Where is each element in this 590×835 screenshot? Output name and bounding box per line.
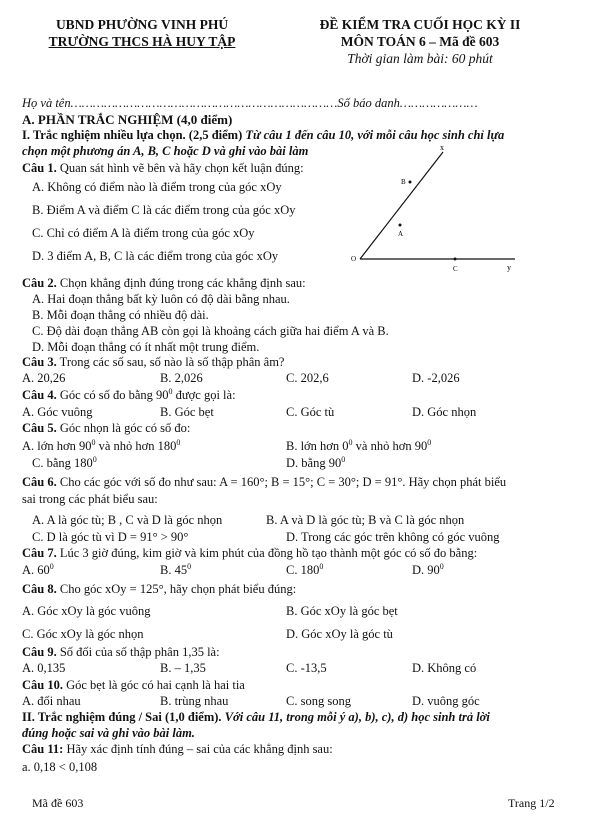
header-left (22, 16, 262, 50)
q6-stem (22, 475, 506, 490)
ray-ox (360, 152, 443, 259)
q8-text-post: , hãy chọn phát biểu đúng: (163, 582, 297, 596)
q5-text: Góc nhọn là góc có số đo: (59, 421, 191, 435)
q7-option-a (22, 562, 54, 578)
point-b (409, 181, 412, 184)
q4-text-post: được gọi là: (172, 388, 236, 403)
q4-text: Góc có số đo bằng 90 (59, 388, 169, 403)
q5-stem (22, 421, 190, 436)
q4-sup: 0 (168, 387, 173, 396)
q5-option-b (286, 438, 431, 454)
q9-text: Số đối của số thập phân 1,35 là: (59, 645, 220, 659)
q6-option-b: B. A và D là góc tù; B và C là góc nhọn (266, 513, 465, 527)
q8-option-b: B. Góc xOy là góc bẹt (286, 604, 398, 618)
q10-label: Câu 10. (22, 678, 63, 692)
q5-c-sup: 0 (92, 455, 97, 464)
q7-c: C. 180 (286, 563, 320, 578)
q8-option-d: D. Góc xOy là góc tù (286, 627, 393, 641)
q5-option-a (22, 438, 180, 454)
q2-option-c: C. Độ dài đoạn thẳng AB còn gọi là khoảng cách giữa hai điểm A và B. (32, 324, 389, 338)
q7-option-c (286, 562, 323, 578)
q4-option-c: C. Góc tù (286, 405, 335, 419)
q1-stem (22, 161, 304, 176)
q5-d-sup: 0 (341, 455, 346, 464)
q5-option-d (286, 455, 345, 471)
org-name: UBND PHƯỜNG VINH PHÚ (55, 17, 229, 32)
q1-option-d: D. 3 điểm A, B, C là các điểm trong của góc xOy (32, 249, 279, 263)
duration: Thời gian làm bài: 60 phút (347, 51, 493, 66)
q7-a-sup: 0 (49, 562, 54, 571)
q7-d-sup: 0 (439, 562, 444, 571)
q8-angle: xOy = 125° (105, 582, 164, 596)
q9-option-a: A. 0,135 (22, 661, 66, 675)
q8-option-c: C. Góc xOy là góc nhọn (22, 627, 144, 641)
q11-stem (22, 742, 333, 757)
point-a (399, 224, 402, 227)
q5-a-pre: A. lớn hơn 90 (22, 439, 92, 454)
label-x: x (440, 143, 444, 152)
q9-option-c: C. -13,5 (286, 661, 327, 675)
label-c: C (453, 265, 458, 273)
q3-label: Câu 3. (22, 355, 57, 369)
part2-instr-2: đúng hoặc sai và ghi vào bài làm. (22, 726, 195, 740)
q6-text-2: . Hãy chọn phát biểu (402, 475, 507, 489)
q6-text-3: sai trong các phát biểu sau: (22, 492, 158, 506)
q7-c-sup: 0 (319, 562, 324, 571)
q10-option-b: B. trùng nhau (160, 694, 229, 708)
q5-d-pre: D. bằng 90 (286, 456, 342, 471)
q7-option-d (412, 562, 444, 578)
q7-stem (22, 546, 477, 561)
section-a-title: A. PHẦN TRẮC NGHIỆM (4,0 điểm) (22, 112, 233, 127)
q4-label: Câu 4. (22, 388, 57, 403)
q6-option-d: D. Trong các góc trên không có góc vuông (286, 530, 500, 544)
header-right (270, 16, 570, 67)
q5-a-sup2: 0 (176, 438, 181, 447)
q2-option-a: A. Hai đoạn thẳng bất kỳ luôn có độ dài bằng nhau. (32, 292, 290, 306)
q3-stem (22, 355, 284, 370)
q2-option-b: B. Mỗi đoạn thẳng có nhiều độ dài. (32, 308, 209, 322)
q3-option-d: D. -2,026 (412, 371, 460, 385)
q7-text: Lúc 3 giờ đúng, kim giờ và kim phút của đồng hồ tạo thành một góc có số đo bằng: (59, 546, 478, 560)
q6-option-a: A. A là góc tù; B , C và D là góc nhọn (32, 513, 223, 527)
q2-stem (22, 276, 306, 291)
q11-text: Hãy xác định tính đúng – sai của các khẳng định sau: (66, 742, 333, 756)
angle-diagram (345, 140, 525, 280)
footer-code: Mã đề 603 (32, 796, 84, 810)
q8-text: Cho góc (59, 582, 102, 596)
q11-item-a: a. 0,18 < 0,108 (22, 760, 98, 774)
q4-option-b: B. Góc bẹt (160, 405, 214, 419)
q2-text: Chọn khẳng định đúng trong các khẳng định sau: (59, 276, 306, 290)
q3-option-b: B. 2,026 (160, 371, 203, 385)
q9-label: Câu 9. (22, 645, 57, 659)
q10-option-c: C. song song (286, 694, 351, 708)
q1-text: Quan sát hình vẽ bên và hãy chọn kết luận đúng: (59, 161, 304, 175)
part1-instr-2: chọn một phương án A, B, C hoặc D và ghi vào bài làm (22, 144, 309, 158)
q10-stem (22, 678, 245, 693)
q5-b-pre: B. lớn hơn 0 (286, 439, 349, 454)
subject: MÔN TOÁN 6 – Mã đề 603 (340, 34, 500, 49)
q3-option-a: A. 20,26 (22, 371, 66, 385)
q5-a-mid: và nhỏ hơn 180 (95, 439, 177, 454)
school-name: TRƯỜNG THCS HÀ HUY TẬP (48, 34, 236, 49)
label-o: O (351, 255, 357, 263)
part1-instr: Từ câu 1 đến câu 10, với mỗi câu học sinh chỉ lựa (245, 128, 505, 142)
q9-stem (22, 645, 220, 660)
q6-text: Cho các góc với số đo như sau: (59, 475, 217, 489)
student-line: Họ và tên………………………………………………………………Số báo danh………………… (22, 96, 478, 110)
q7-label: Câu 7. (22, 546, 57, 560)
q5-b-sup1: 0 (348, 438, 353, 447)
q4-option-a: A. Góc vuông (22, 405, 93, 419)
q1-option-b: B. Điểm A và điểm C là các điểm trong của góc xOy (32, 203, 296, 217)
q4-stem (22, 387, 236, 403)
q2-label: Câu 2. (22, 276, 57, 290)
q9-option-d: D. Không có (412, 661, 477, 675)
q5-b-sup2: 0 (427, 438, 432, 447)
q8-label: Câu 8. (22, 582, 57, 596)
point-c (454, 258, 457, 261)
q1-label: Câu 1. (22, 161, 57, 175)
footer-page: Trang 1/2 (508, 796, 555, 810)
q7-b-sup: 0 (187, 562, 192, 571)
q7-option-b (160, 562, 191, 578)
exam-title: ĐỀ KIỂM TRA CUỐI HỌC KỲ II (319, 17, 521, 32)
q11-label: Câu 11: (22, 742, 64, 756)
q5-label: Câu 5. (22, 421, 57, 435)
label-a: A (398, 230, 404, 238)
label-b: B (401, 178, 406, 186)
part2-instr: Với câu 11, trong mỗi ý a), b), c), d) học sinh trả lời (224, 710, 490, 724)
q6-angles: A = 160°; B = 15°; C = 30°; D = 91° (219, 475, 403, 489)
q5-option-c (32, 455, 97, 471)
q3-option-c: C. 202,6 (286, 371, 329, 385)
q4-option-d: D. Góc nhọn (412, 405, 477, 419)
q7-a: A. 60 (22, 563, 50, 578)
q2-option-d: D. Mỗi đoạn thẳng có ít nhất một trung điểm. (32, 340, 260, 354)
q8-stem (22, 582, 296, 597)
part2-line1 (22, 710, 490, 725)
part2-title: II. Trắc nghiệm đúng / Sai (1,0 điểm). (22, 710, 222, 724)
label-y: y (507, 263, 511, 272)
q5-b-mid: và nhỏ hơn 90 (352, 439, 428, 454)
q5-a-sup1: 0 (91, 438, 96, 447)
q7-d: D. 90 (412, 563, 440, 578)
q6-option-c: C. D là góc tù vì D = 91° > 90° (32, 530, 189, 544)
part1-title: I. Trắc nghiệm nhiều lựa chọn. (2,5 điểm) (22, 128, 243, 142)
q1-option-c: C. Chỉ có điểm A là điểm trong của góc xOy (32, 226, 255, 240)
q1-option-a: A. Không có điểm nào là điểm trong của góc xOy (32, 180, 282, 194)
q9-option-b: B. – 1,35 (160, 661, 206, 675)
q6-label: Câu 6. (22, 475, 57, 489)
q5-c-pre: C. bằng 180 (32, 456, 93, 471)
q10-option-d: D. vuông góc (412, 694, 480, 708)
q10-option-a: A. đối nhau (22, 694, 81, 708)
q3-text: Trong các số sau, số nào là số thập phân âm? (59, 355, 285, 369)
q8-option-a: A. Góc xOy là góc vuông (22, 604, 151, 618)
q10-text: Góc bẹt là góc có hai cạnh là hai tia (66, 678, 245, 692)
q7-b: B. 45 (160, 563, 188, 578)
